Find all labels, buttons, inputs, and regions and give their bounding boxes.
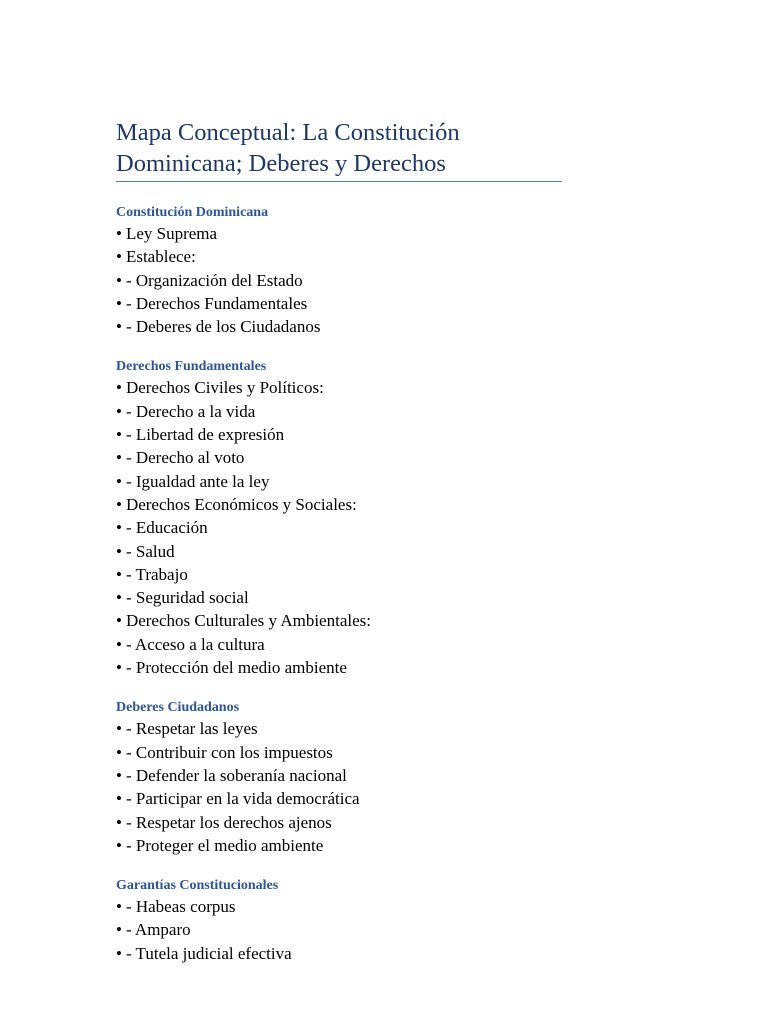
section-deberes-ciudadanos — [116, 699, 576, 857]
bullet-icon: • — [116, 247, 122, 267]
list-item-text: - Derechos Fundamentales — [125, 293, 308, 313]
list-item-text: Ley Suprema — [125, 224, 218, 243]
document-page — [116, 117, 576, 965]
list-item — [116, 563, 576, 586]
list-item — [116, 834, 576, 857]
list-item-text: - Igualdad ante la ley — [125, 471, 270, 491]
bullet-icon: • — [116, 293, 122, 313]
bullet-icon: • — [116, 634, 122, 654]
list-item — [116, 245, 576, 268]
list-item — [116, 764, 576, 787]
list-item-text: - Habeas corpus — [125, 897, 236, 917]
bullet-icon: • — [116, 719, 122, 739]
section-heading: Derechos Fundamentales — [116, 359, 267, 375]
bullet-icon: • — [116, 835, 122, 855]
section-derechos-fundamentales — [116, 358, 576, 679]
bullet-icon: • — [116, 588, 122, 608]
list-item — [116, 376, 576, 399]
list-item-text: - Deberes de los Ciudadanos — [125, 317, 321, 337]
section-heading: Deberes Ciudadanos — [116, 700, 240, 716]
bullet-icon: • — [116, 425, 122, 445]
list-item — [116, 787, 576, 810]
list-item-text: - Tutela judicial efectiva — [125, 943, 292, 963]
list-item — [116, 400, 576, 423]
list-item-text: - Derecho a la vida — [125, 401, 256, 421]
list-item — [116, 895, 576, 918]
list-item-text: - Seguridad social — [125, 588, 249, 608]
bullet-icon: • — [116, 270, 122, 290]
bullet-icon: • — [116, 611, 122, 631]
bullet-icon: • — [116, 742, 122, 762]
list-item — [116, 423, 576, 446]
list-item-text: Derechos Civiles y Políticos: — [125, 378, 324, 398]
list-item — [116, 269, 576, 292]
list-item-text: Establece: — [125, 247, 196, 267]
list-item-text: - Contribuir con los impuestos — [125, 742, 333, 762]
list-item — [116, 656, 576, 679]
section-items — [116, 376, 576, 679]
list-item — [116, 446, 576, 469]
bullet-icon: • — [116, 812, 122, 832]
bullet-icon: • — [116, 920, 122, 940]
list-item-text: - Derecho al voto — [125, 448, 245, 468]
list-item — [116, 586, 576, 609]
list-item — [116, 811, 576, 834]
list-item-text: - Protección del medio ambiente — [125, 658, 347, 678]
bullet-icon: • — [116, 494, 122, 514]
section-garantias-constitucionales — [116, 877, 576, 965]
list-item — [116, 540, 576, 563]
list-item-text: - Acceso a la cultura — [125, 634, 265, 654]
list-item-text: - Salud — [125, 541, 175, 561]
bullet-icon: • — [116, 943, 122, 963]
list-item-text: - Proteger el medio ambiente — [125, 835, 324, 855]
list-item — [116, 918, 576, 941]
list-item — [116, 516, 576, 539]
bullet-icon: • — [116, 378, 122, 398]
section-items — [116, 222, 576, 338]
document-title-line-1: Mapa Conceptual: La Constitución — [116, 119, 460, 146]
list-item-text: - Libertad de expresión — [125, 425, 285, 445]
bullet-icon: • — [116, 317, 122, 337]
bullet-icon: • — [116, 448, 122, 468]
bullet-icon: • — [116, 564, 122, 584]
list-item-text: - Participar en la vida democrática — [125, 789, 360, 809]
list-item — [116, 717, 576, 740]
list-item-text: - Organización del Estado — [125, 270, 303, 290]
bullet-icon: • — [116, 789, 122, 809]
bullet-icon: • — [116, 541, 122, 561]
list-item-text: - Trabajo — [125, 564, 188, 584]
document-title-line-2: Dominicana; Deberes y Derechos — [116, 150, 446, 177]
list-item — [116, 315, 576, 338]
bullet-icon: • — [116, 765, 122, 785]
bullet-icon: • — [116, 224, 122, 243]
list-item — [116, 222, 576, 245]
list-item-text: - Respetar las leyes — [125, 719, 258, 739]
section-items — [116, 895, 576, 965]
list-item — [116, 741, 576, 764]
bullet-icon: • — [116, 471, 122, 491]
section-constitucion-dominicana — [116, 204, 576, 338]
bullet-icon: • — [116, 518, 122, 538]
list-item — [116, 633, 576, 656]
list-item — [116, 292, 576, 315]
section-heading: Garantías Constitucionales — [116, 878, 279, 894]
list-item-text: - Educación — [125, 518, 208, 538]
list-item-text: Derechos Culturales y Ambientales: — [125, 611, 371, 631]
list-item-text: - Amparo — [125, 920, 191, 940]
bullet-icon: • — [116, 658, 122, 678]
list-item — [116, 493, 576, 516]
list-item-text: Derechos Económicos y Sociales: — [125, 494, 357, 514]
list-item — [116, 609, 576, 632]
section-heading: Constitución Dominicana — [116, 205, 269, 220]
document-title — [116, 117, 562, 182]
bullet-icon: • — [116, 401, 122, 421]
list-item-text: - Defender la soberanía nacional — [125, 765, 347, 785]
list-item-text: - Respetar los derechos ajenos — [125, 812, 332, 832]
list-item — [116, 470, 576, 493]
list-item — [116, 942, 576, 965]
bullet-icon: • — [116, 897, 122, 917]
section-items — [116, 717, 576, 857]
